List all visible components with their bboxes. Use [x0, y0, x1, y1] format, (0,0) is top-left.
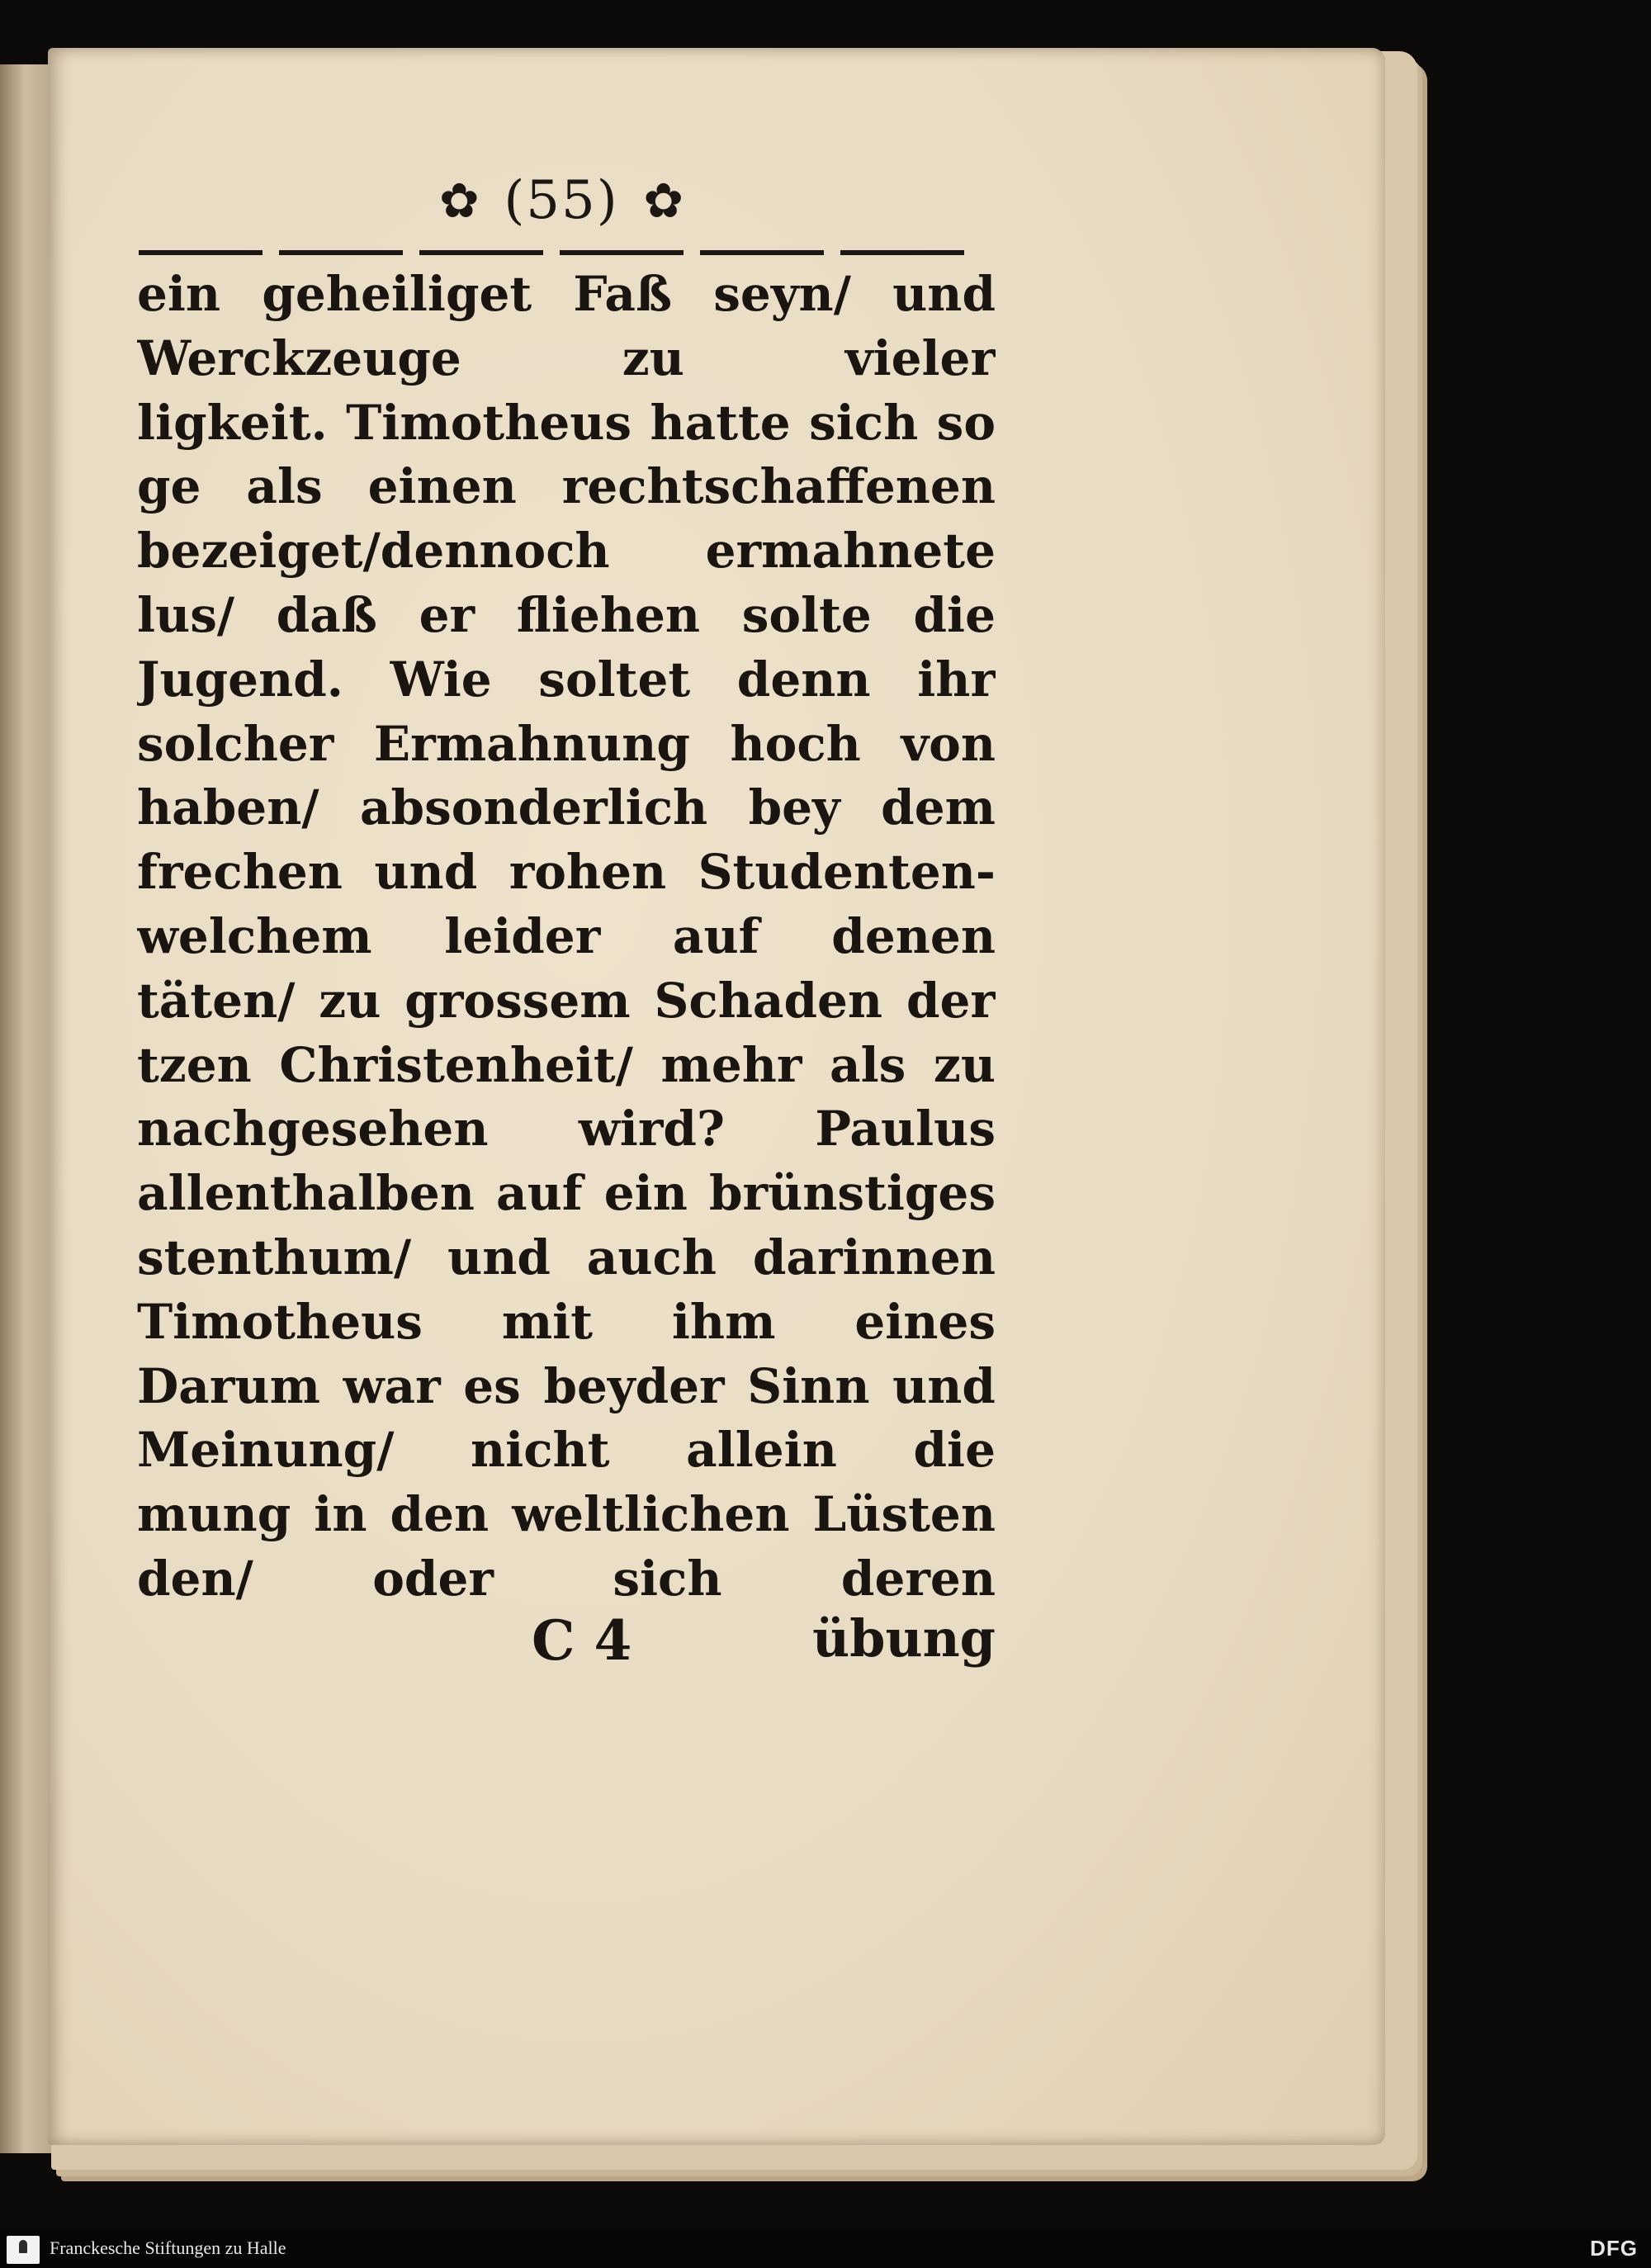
text-line: haben/ absonderlich bey dem [137, 779, 996, 836]
text-line: frechen und rohen Studenten- [137, 844, 996, 901]
header-rule [139, 250, 977, 255]
text-line: nachgesehen wird? Paulus [137, 1101, 996, 1158]
page-number: (55) [504, 170, 619, 231]
text-line: allenthalben auf ein brünstiges [137, 1165, 996, 1222]
text-line: stenthum/ und auch darinnen [137, 1229, 996, 1286]
text-line: ein geheiliget Faß seyn/ und [137, 266, 996, 322]
page-footer [137, 1608, 996, 1683]
catchword: übung [812, 1608, 996, 1669]
text-line: ge als einen rechtschaffenen [137, 458, 996, 515]
text-line: tzen Christenheit/ mehr als zu [137, 1036, 996, 1093]
text-line: welchem leider auf denen [137, 907, 996, 964]
text-line: Timotheus mit ihm eines [137, 1293, 996, 1350]
viewer-footer-bar [0, 2229, 1651, 2268]
text-line: ligkeit. Timotheus hatte sich so [137, 394, 996, 451]
institution-logo-icon [7, 2236, 40, 2264]
text-line: solcher Ermahnung hoch von [137, 715, 996, 772]
ornament-left-icon: ✿ [439, 173, 480, 229]
dfg-logo: DFG [1590, 2236, 1638, 2261]
text-line: bezeiget/dennoch ermahnete [137, 523, 996, 580]
institution-name: Franckesche Stiftungen zu Halle [50, 2237, 286, 2258]
text-line: mung in den weltlichen Lüsten [137, 1486, 996, 1543]
ornament-right-icon: ✿ [643, 173, 684, 229]
body-text [137, 263, 996, 1612]
text-line: den/ oder sich deren [137, 1550, 996, 1607]
text-line: Jugend. Wie soltet denn ihr [137, 651, 996, 708]
text-line: täten/ zu grossem Schaden der [137, 972, 996, 1029]
text-line: Meinung/ nicht allein die [137, 1422, 996, 1479]
text-line: Werckzeuge zu vieler [137, 329, 996, 386]
text-line: Darum war es beyder Sinn und [137, 1357, 996, 1414]
signature-mark: C 4 [532, 1608, 632, 1673]
page-header [413, 163, 710, 238]
text-line: lus/ daß er fliehen solte die [137, 586, 996, 643]
